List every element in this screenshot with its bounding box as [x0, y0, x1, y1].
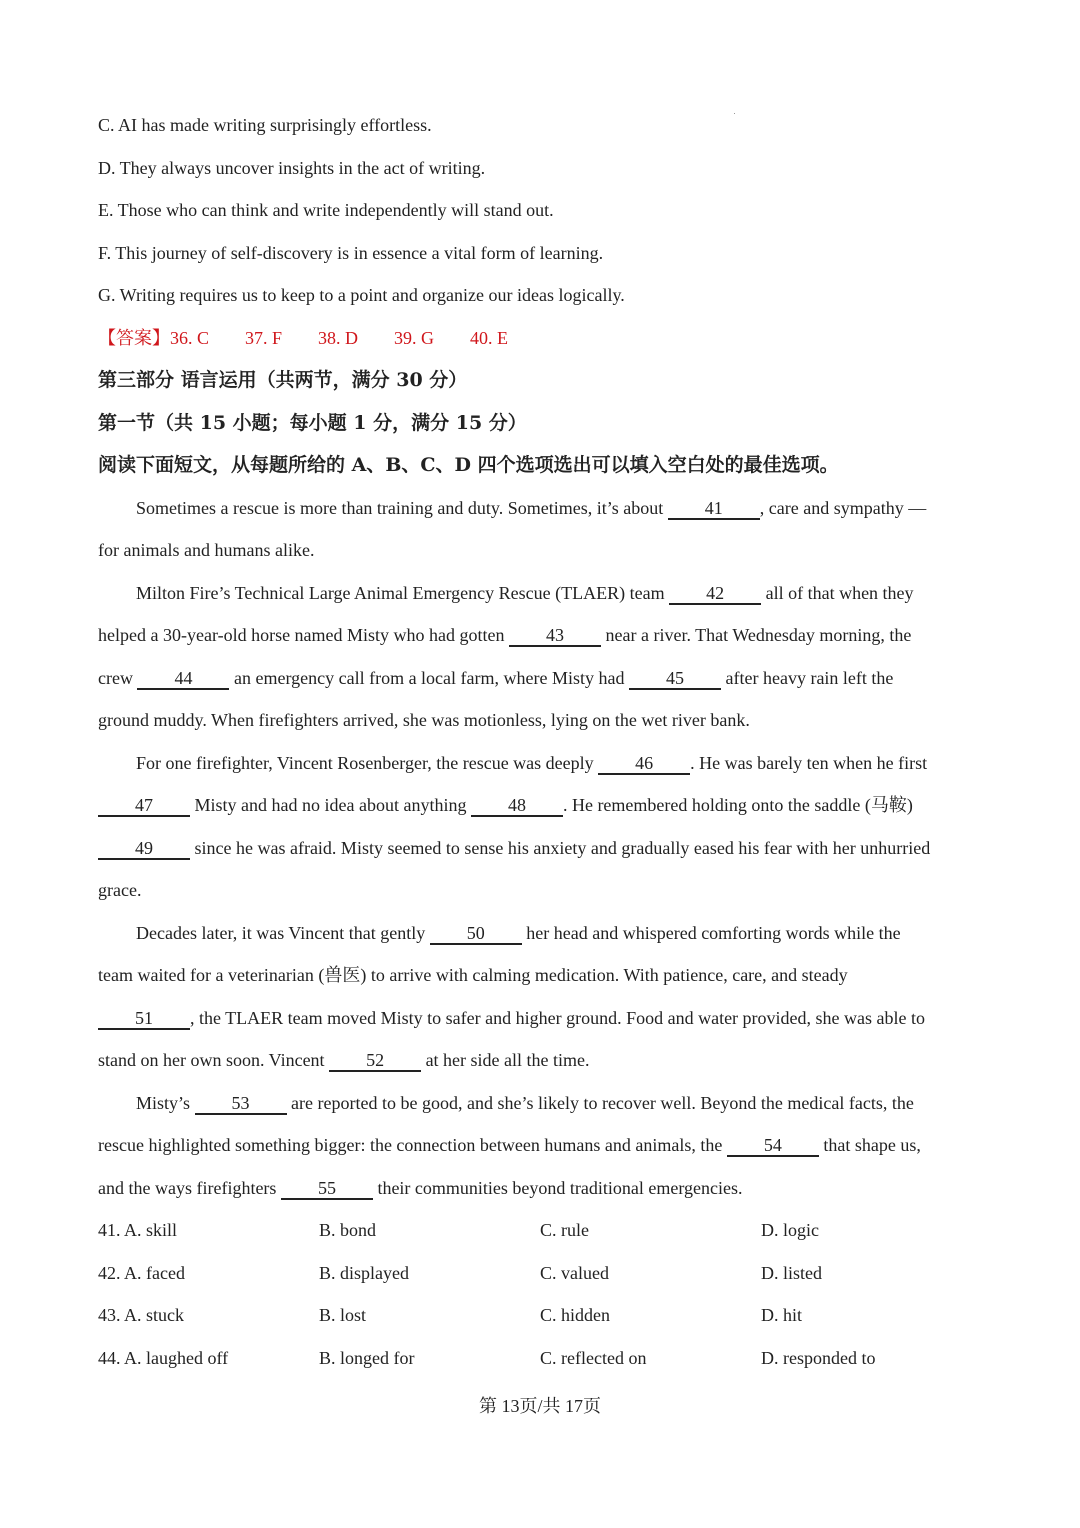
blank-53[interactable]: 53: [195, 1093, 287, 1115]
blank-41[interactable]: 41: [668, 498, 760, 520]
option-44-a[interactable]: 44. A. laughed off: [98, 1347, 229, 1368]
page-footer: 第 13页/共 17页: [478, 1396, 601, 1416]
passage-line: Sometimes a rescue is more than training and duty. Sometimes, it’s about 41 , care and sympathy —: [136, 497, 927, 518]
blank-45[interactable]: 45: [629, 668, 721, 690]
exam-page: [98, 104, 988, 1379]
part3-title: 第三部分 语言运用（共两节，满分 30 分）: [98, 369, 468, 391]
passage-line: grace.: [98, 880, 142, 900]
option-g: G. Writing requires us to keep to a point and organize our ideas logically.: [98, 285, 625, 305]
blank-49[interactable]: 49: [98, 838, 190, 860]
option-43-a[interactable]: 43. A. stuck: [98, 1305, 185, 1325]
option-f: F. This journey of self-discovery is in essence a vital form of learning.: [98, 242, 604, 263]
option-43-c[interactable]: C. hidden: [540, 1305, 610, 1325]
answer-label: 【答案】: [98, 327, 170, 348]
passage-line: 47 Misty and had no idea about anything 48 . He remembered holding onto the saddle (马鞍): [98, 784, 988, 827]
question-43-options: [98, 1294, 988, 1337]
passage-line: 51 , the TLAER team moved Misty to safer and higher ground. Food and water provided, she was able to: [98, 997, 988, 1040]
option-44-d[interactable]: D. responded to: [761, 1347, 876, 1368]
blank-44[interactable]: 44: [137, 668, 229, 690]
passage-line: Milton Fire’s Technical Large Animal Emergency Rescue (TLAER) team 42 all of that when they: [136, 582, 914, 603]
option-42-c[interactable]: C. valued: [540, 1262, 609, 1283]
passage-line: Misty’s 53 are reported to be good, and she’s likely to recover well. Beyond the medical facts, the: [136, 1092, 914, 1113]
option-42-d[interactable]: D. listed: [761, 1262, 822, 1283]
passage-line: helped a 30-year-old horse named Misty who had gotten 43 near a river. That Wednesday morning, the: [98, 625, 912, 645]
option-41-d[interactable]: D. logic: [761, 1220, 819, 1240]
passage-line: crew 44 an emergency call from a local farm, where Misty had 45 after heavy rain left the: [98, 667, 894, 688]
blank-52[interactable]: 52: [329, 1050, 421, 1072]
option-e: E. Those who can think and write independently will stand out.: [98, 200, 554, 220]
question-44-options: [98, 1337, 988, 1380]
option-44-c[interactable]: C. reflected on: [540, 1347, 647, 1368]
option-d: D. They always uncover insights in the act of writing.: [98, 157, 486, 178]
option-42-b[interactable]: B. displayed: [319, 1262, 409, 1283]
blank-43[interactable]: 43: [509, 625, 601, 647]
blank-46[interactable]: 46: [598, 753, 690, 775]
blank-42[interactable]: 42: [669, 583, 761, 605]
option-c: C. AI has made writing surprisingly effortless.: [98, 115, 432, 135]
passage-line: Decades later, it was Vincent that gently 50 her head and whispered comforting words while the: [136, 922, 901, 943]
option-41-c[interactable]: C. rule: [540, 1220, 589, 1240]
passage-line: stand on her own soon. Vincent 52 at her side all the time.: [98, 1050, 590, 1070]
question-42-options: [98, 1252, 988, 1295]
blank-47[interactable]: 47: [98, 795, 190, 817]
blank-51[interactable]: 51: [98, 1008, 190, 1030]
blank-54[interactable]: 54: [727, 1135, 819, 1157]
blank-55[interactable]: 55: [281, 1178, 373, 1200]
blank-50[interactable]: 50: [430, 923, 522, 945]
answer-key: [98, 317, 988, 360]
passage-line: rescue highlighted something bigger: the connection between humans and animals, the 54 that shape us,: [98, 1135, 921, 1155]
passage-line: team waited for a veterinarian (兽医) to arrive with calming medication. With patience, care, and steady: [98, 965, 848, 985]
answer-40: 40. E: [470, 327, 509, 348]
option-44-b[interactable]: B. longed for: [319, 1347, 415, 1368]
answer-36: 36. C: [170, 327, 210, 348]
answer-38: 38. D: [318, 327, 359, 348]
option-43-d[interactable]: D. hit: [761, 1305, 803, 1325]
section1-title: 第一节（共 15 小题；每小题 1 分，满分 15 分）: [98, 411, 527, 434]
blank-48[interactable]: 48: [471, 795, 563, 817]
option-43-b[interactable]: B. lost: [319, 1305, 367, 1325]
passage-line: For one firefighter, Vincent Rosenberger, the rescue was deeply 46 . He was barely ten when he first: [136, 752, 928, 773]
passage-line: for animals and humans alike.: [98, 540, 315, 560]
question-41-options: [98, 1209, 988, 1252]
option-42-a[interactable]: 42. A. faced: [98, 1262, 185, 1283]
answer-39: 39. G: [394, 327, 435, 348]
passage-line: ground muddy. When firefighters arrived, she was motionless, lying on the wet river bank.: [98, 710, 750, 730]
passage-line: and the ways firefighters 55 their communities beyond traditional emergencies.: [98, 1177, 743, 1198]
instruction: 阅读下面短文，从每题所给的 A、B、C、D 四个选项选出可以填入空白处的最佳选项。: [98, 454, 839, 476]
option-41-b[interactable]: B. bond: [319, 1220, 377, 1240]
passage-line: 49 since he was afraid. Misty seemed to sense his anxiety and gradually eased his fear with her unhurried: [98, 827, 988, 870]
answer-37: 37. F: [245, 327, 283, 348]
option-41-a[interactable]: 41. A. skill: [98, 1220, 178, 1240]
